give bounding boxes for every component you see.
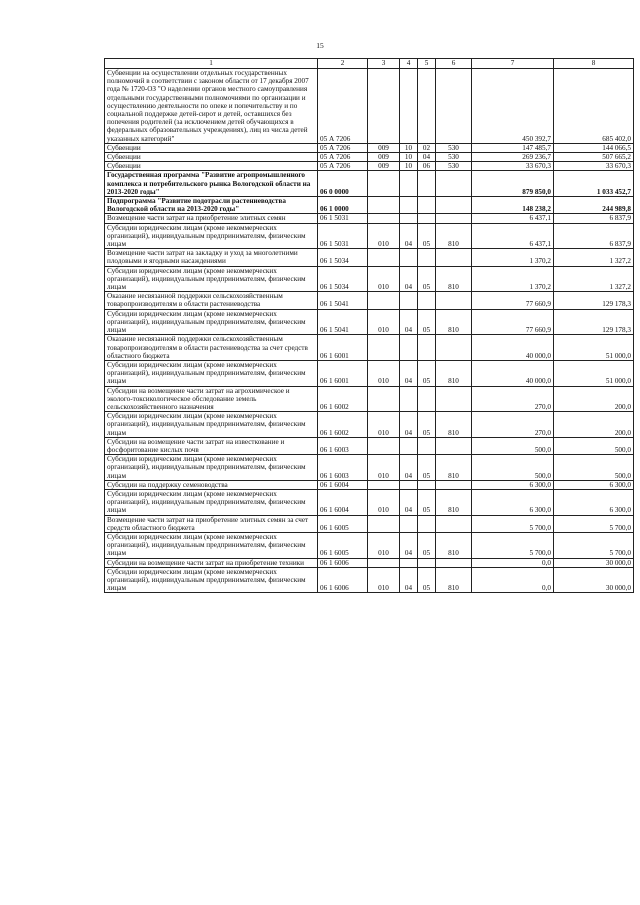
row-expense-type-cell: 530: [436, 143, 472, 152]
row-section-cell: 10: [400, 153, 418, 162]
row-expense-type-cell: 530: [436, 153, 472, 162]
row-expense-type-cell: [436, 214, 472, 223]
row-code-cell: 05 А 7206: [318, 153, 368, 162]
row-subsection-cell: 05: [418, 455, 436, 481]
row-name-cell: Оказание несвязанной поддержки сельскохозяйственным товаропроизводителям в области растениеводства за счет средств областного бюджета: [105, 335, 318, 361]
row-section-cell: 04: [400, 266, 418, 292]
row-name-cell: Субсидии юридическим лицам (кроме некоммерческих организаций), индивидуальным предпринимателям, физическим лицам: [105, 309, 318, 335]
table-row: [105, 386, 634, 412]
row-subsection-cell: 06: [418, 162, 436, 171]
row-code-cell: 06 1 6006: [318, 567, 368, 593]
header-row: [105, 59, 634, 69]
row-section-cell: 04: [400, 309, 418, 335]
header-cell: 8: [554, 59, 634, 69]
row-ministry-cell: [368, 292, 400, 309]
header-cell: 3: [368, 59, 400, 69]
row-code-cell: 06 1 5034: [318, 266, 368, 292]
row-subsection-cell: [418, 249, 436, 266]
row-amount-2014-cell: 5 700,0: [472, 515, 554, 532]
row-name-cell: Субсидии юридическим лицам (кроме некоммерческих организаций), индивидуальным предпринимателям, физическим лицам: [105, 455, 318, 481]
row-ministry-cell: 010: [368, 309, 400, 335]
row-code-cell: 06 1 6001: [318, 360, 368, 386]
row-code-cell: 06 1 6003: [318, 455, 368, 481]
table-row: [105, 558, 634, 567]
row-name-cell: Субвенции: [105, 153, 318, 162]
row-ministry-cell: [368, 480, 400, 489]
row-code-cell: 06 1 6006: [318, 558, 368, 567]
table-row: [105, 480, 634, 489]
row-amount-2014-cell: 270,0: [472, 412, 554, 438]
row-code-cell: 05 А 7206: [318, 69, 368, 144]
row-subsection-cell: 05: [418, 266, 436, 292]
row-section-cell: [400, 386, 418, 412]
row-subsection-cell: 05: [418, 360, 436, 386]
row-amount-2015-cell: 1 327,2: [554, 266, 634, 292]
row-name-cell: Государственная программа "Развитие агропромышленного комплекса и потребительского рынка Вологодской области на 2013-2020 годы": [105, 171, 318, 197]
row-section-cell: [400, 515, 418, 532]
row-expense-type-cell: [436, 69, 472, 144]
row-subsection-cell: 05: [418, 223, 436, 249]
row-ministry-cell: [368, 558, 400, 567]
row-name-cell: Субвенции на осуществлении отдельных государственных полномочий в соответствии с законом области от 17 декабря 2007 года № 1720-ОЗ "О наделении органов местного самоуправления отдельными государственными полномочиями по организации и осуществлению деятельности по опеке и попечительству и по социальной поддержке детей-сирот и детей, оставшихся без попечения родителей (за исключением детей обучающихся в федеральных образовательных учреждениях), лиц из числа детей указанных категорий": [105, 69, 318, 144]
row-amount-2015-cell: 51 000,0: [554, 360, 634, 386]
table-row: [105, 143, 634, 152]
table-row: [105, 223, 634, 249]
row-amount-2015-cell: 51 000,0: [554, 335, 634, 361]
row-ministry-cell: [368, 171, 400, 197]
row-subsection-cell: 02: [418, 143, 436, 152]
header-cell: 2: [318, 59, 368, 69]
table-row: [105, 489, 634, 515]
row-amount-2015-cell: 500,0: [554, 455, 634, 481]
row-name-cell: Субсидии юридическим лицам (кроме некоммерческих организаций), индивидуальным предпринимателям, физическим лицам: [105, 489, 318, 515]
row-expense-type-cell: 810: [436, 266, 472, 292]
row-code-cell: 06 1 6004: [318, 489, 368, 515]
table-row: [105, 360, 634, 386]
table-row: [105, 309, 634, 335]
row-subsection-cell: 05: [418, 309, 436, 335]
page-number: 15: [316, 41, 324, 50]
row-amount-2014-cell: 6 437,1: [472, 223, 554, 249]
row-expense-type-cell: 810: [436, 412, 472, 438]
row-amount-2015-cell: 6 300,0: [554, 489, 634, 515]
row-section-cell: [400, 558, 418, 567]
row-amount-2014-cell: 6 300,0: [472, 480, 554, 489]
row-name-cell: Субвенции: [105, 162, 318, 171]
row-amount-2015-cell: 144 066,5: [554, 143, 634, 152]
row-ministry-cell: [368, 214, 400, 223]
table-row: [105, 162, 634, 171]
row-amount-2014-cell: 1 370,2: [472, 266, 554, 292]
row-amount-2015-cell: 5 700,0: [554, 532, 634, 558]
row-subsection-cell: [418, 386, 436, 412]
table-row: [105, 455, 634, 481]
row-amount-2014-cell: 40 000,0: [472, 360, 554, 386]
row-name-cell: Субсидии юридическим лицам (кроме некоммерческих организаций), индивидуальным предпринимателям, физическим лицам: [105, 223, 318, 249]
row-expense-type-cell: [436, 437, 472, 454]
row-subsection-cell: 05: [418, 567, 436, 593]
row-code-cell: 06 1 5041: [318, 292, 368, 309]
row-subsection-cell: [418, 197, 436, 214]
row-amount-2015-cell: 6 837,9: [554, 223, 634, 249]
row-subsection-cell: [418, 480, 436, 489]
row-code-cell: 06 1 6005: [318, 515, 368, 532]
row-amount-2014-cell: 500,0: [472, 437, 554, 454]
row-section-cell: 10: [400, 143, 418, 152]
row-section-cell: 04: [400, 455, 418, 481]
row-amount-2014-cell: 1 370,2: [472, 249, 554, 266]
row-code-cell: 06 1 5034: [318, 249, 368, 266]
table-row: [105, 437, 634, 454]
row-subsection-cell: [418, 437, 436, 454]
row-expense-type-cell: [436, 335, 472, 361]
row-section-cell: 04: [400, 223, 418, 249]
row-expense-type-cell: [436, 249, 472, 266]
row-ministry-cell: 010: [368, 532, 400, 558]
row-amount-2014-cell: 6 300,0: [472, 489, 554, 515]
budget-table: [104, 58, 634, 593]
row-amount-2014-cell: 269 236,7: [472, 153, 554, 162]
row-subsection-cell: 05: [418, 532, 436, 558]
row-ministry-cell: [368, 386, 400, 412]
row-code-cell: 06 1 6002: [318, 412, 368, 438]
row-ministry-cell: 010: [368, 360, 400, 386]
header-cell: 7: [472, 59, 554, 69]
table-row: [105, 214, 634, 223]
row-section-cell: [400, 480, 418, 489]
row-ministry-cell: 009: [368, 153, 400, 162]
row-ministry-cell: [368, 249, 400, 266]
row-subsection-cell: [418, 69, 436, 144]
row-amount-2015-cell: 33 670,3: [554, 162, 634, 171]
table-row: [105, 266, 634, 292]
row-amount-2015-cell: 685 402,0: [554, 69, 634, 144]
row-name-cell: Субсидии юридическим лицам (кроме некоммерческих организаций), индивидуальным предпринимателям, физическим лицам: [105, 567, 318, 593]
row-code-cell: 06 1 6004: [318, 480, 368, 489]
row-name-cell: Субсидии на возмещение части затрат на известкование и фосфоритование кислых почв: [105, 437, 318, 454]
row-amount-2014-cell: 33 670,3: [472, 162, 554, 171]
row-subsection-cell: [418, 335, 436, 361]
row-expense-type-cell: [436, 386, 472, 412]
row-section-cell: 04: [400, 532, 418, 558]
row-amount-2014-cell: 5 700,0: [472, 532, 554, 558]
row-section-cell: [400, 335, 418, 361]
row-expense-type-cell: [436, 171, 472, 197]
row-amount-2015-cell: 30 000,0: [554, 567, 634, 593]
row-ministry-cell: 010: [368, 567, 400, 593]
row-code-cell: 06 0 0000: [318, 171, 368, 197]
row-expense-type-cell: 810: [436, 532, 472, 558]
row-code-cell: 06 1 0000: [318, 197, 368, 214]
row-amount-2014-cell: 77 660,9: [472, 309, 554, 335]
row-expense-type-cell: [436, 292, 472, 309]
header-cell: 6: [436, 59, 472, 69]
table-row: [105, 567, 634, 593]
row-amount-2014-cell: 148 238,2: [472, 197, 554, 214]
row-amount-2014-cell: 147 485,7: [472, 143, 554, 152]
row-amount-2014-cell: 6 437,1: [472, 214, 554, 223]
row-name-cell: Оказание несвязанной поддержки сельскохозяйственным товаропроизводителям в области растениеводства: [105, 292, 318, 309]
row-ministry-cell: 010: [368, 266, 400, 292]
row-name-cell: Субсидии на возмещение части затрат на приобретение техники: [105, 558, 318, 567]
row-ministry-cell: [368, 437, 400, 454]
table-row: [105, 515, 634, 532]
row-ministry-cell: 009: [368, 162, 400, 171]
table-row: [105, 412, 634, 438]
row-expense-type-cell: 810: [436, 309, 472, 335]
row-code-cell: 06 1 5041: [318, 309, 368, 335]
row-code-cell: 06 1 6005: [318, 532, 368, 558]
header-cell: 1: [105, 59, 318, 69]
row-amount-2015-cell: 30 000,0: [554, 558, 634, 567]
row-section-cell: [400, 437, 418, 454]
row-subsection-cell: [418, 292, 436, 309]
row-name-cell: Подпрограмма "Развитие подотрасли растениеводства Вологодской области на 2013-2020 годы": [105, 197, 318, 214]
row-expense-type-cell: 530: [436, 162, 472, 171]
row-subsection-cell: 04: [418, 153, 436, 162]
row-expense-type-cell: 810: [436, 223, 472, 249]
row-name-cell: Субсидии юридическим лицам (кроме некоммерческих организаций), индивидуальным предпринимателям, физическим лицам: [105, 412, 318, 438]
row-amount-2015-cell: 6 300,0: [554, 480, 634, 489]
row-section-cell: [400, 214, 418, 223]
row-subsection-cell: [418, 171, 436, 197]
row-ministry-cell: [368, 335, 400, 361]
row-section-cell: [400, 171, 418, 197]
row-name-cell: Субсидии на возмещение части затрат на агрохимическое и эколого-токсикологическое обследование земель сельскохозяйственного назначения: [105, 386, 318, 412]
row-ministry-cell: 010: [368, 412, 400, 438]
row-expense-type-cell: 810: [436, 455, 472, 481]
row-amount-2015-cell: 200,0: [554, 386, 634, 412]
row-amount-2015-cell: 129 178,3: [554, 309, 634, 335]
row-code-cell: 06 1 6001: [318, 335, 368, 361]
row-name-cell: Субсидии юридическим лицам (кроме некоммерческих организаций), индивидуальным предпринимателям, физическим лицам: [105, 532, 318, 558]
row-name-cell: Возмещение части затрат на приобретение элитных семян за счет средств областного бюджета: [105, 515, 318, 532]
row-amount-2014-cell: 450 392,7: [472, 69, 554, 144]
table-row: [105, 197, 634, 214]
row-expense-type-cell: 810: [436, 360, 472, 386]
row-amount-2015-cell: 129 178,3: [554, 292, 634, 309]
row-section-cell: 04: [400, 567, 418, 593]
row-subsection-cell: [418, 515, 436, 532]
row-amount-2014-cell: 879 850,0: [472, 171, 554, 197]
row-expense-type-cell: 810: [436, 567, 472, 593]
row-expense-type-cell: [436, 197, 472, 214]
row-amount-2015-cell: 1 033 452,7: [554, 171, 634, 197]
row-section-cell: 04: [400, 360, 418, 386]
table-row: [105, 532, 634, 558]
row-ministry-cell: 010: [368, 455, 400, 481]
row-amount-2015-cell: 500,0: [554, 437, 634, 454]
row-amount-2014-cell: 500,0: [472, 455, 554, 481]
row-name-cell: Возмещение части затрат на приобретение элитных семян: [105, 214, 318, 223]
row-amount-2014-cell: 77 660,9: [472, 292, 554, 309]
row-section-cell: 10: [400, 162, 418, 171]
row-amount-2015-cell: 244 989,8: [554, 197, 634, 214]
table-row: [105, 249, 634, 266]
row-subsection-cell: [418, 214, 436, 223]
row-section-cell: [400, 69, 418, 144]
row-code-cell: 06 1 6002: [318, 386, 368, 412]
row-code-cell: 05 А 7206: [318, 162, 368, 171]
row-name-cell: Возмещение части затрат на закладку и уход за многолетними плодовыми и ягодными насаждениями: [105, 249, 318, 266]
row-subsection-cell: 05: [418, 489, 436, 515]
table-row: [105, 171, 634, 197]
row-ministry-cell: 009: [368, 143, 400, 152]
row-ministry-cell: [368, 197, 400, 214]
row-section-cell: [400, 249, 418, 266]
row-expense-type-cell: [436, 558, 472, 567]
table-row: [105, 153, 634, 162]
row-name-cell: Субвенции: [105, 143, 318, 152]
row-expense-type-cell: 810: [436, 489, 472, 515]
row-name-cell: Субсидии на поддержку семеноводства: [105, 480, 318, 489]
row-amount-2015-cell: 1 327,2: [554, 249, 634, 266]
row-code-cell: 06 1 5031: [318, 223, 368, 249]
row-amount-2014-cell: 0,0: [472, 567, 554, 593]
row-name-cell: Субсидии юридическим лицам (кроме некоммерческих организаций), индивидуальным предпринимателям, физическим лицам: [105, 266, 318, 292]
row-ministry-cell: 010: [368, 489, 400, 515]
row-expense-type-cell: [436, 515, 472, 532]
table-row: [105, 292, 634, 309]
row-code-cell: 05 А 7206: [318, 143, 368, 152]
row-code-cell: 06 1 6003: [318, 437, 368, 454]
row-section-cell: [400, 292, 418, 309]
row-section-cell: [400, 197, 418, 214]
header-cell: 4: [400, 59, 418, 69]
row-ministry-cell: 010: [368, 223, 400, 249]
row-ministry-cell: [368, 515, 400, 532]
row-amount-2014-cell: 270,0: [472, 386, 554, 412]
row-amount-2015-cell: 6 837,9: [554, 214, 634, 223]
row-code-cell: 06 1 5031: [318, 214, 368, 223]
row-subsection-cell: [418, 558, 436, 567]
row-amount-2015-cell: 507 665,2: [554, 153, 634, 162]
table-row: [105, 335, 634, 361]
table-row: [105, 69, 634, 144]
row-amount-2015-cell: 5 700,0: [554, 515, 634, 532]
row-amount-2014-cell: 40 000,0: [472, 335, 554, 361]
row-name-cell: Субсидии юридическим лицам (кроме некоммерческих организаций), индивидуальным предпринимателям, физическим лицам: [105, 360, 318, 386]
row-section-cell: 04: [400, 489, 418, 515]
row-amount-2015-cell: 200,0: [554, 412, 634, 438]
row-amount-2014-cell: 0,0: [472, 558, 554, 567]
row-expense-type-cell: [436, 480, 472, 489]
row-section-cell: 04: [400, 412, 418, 438]
row-subsection-cell: 05: [418, 412, 436, 438]
row-ministry-cell: [368, 69, 400, 144]
header-cell: 5: [418, 59, 436, 69]
